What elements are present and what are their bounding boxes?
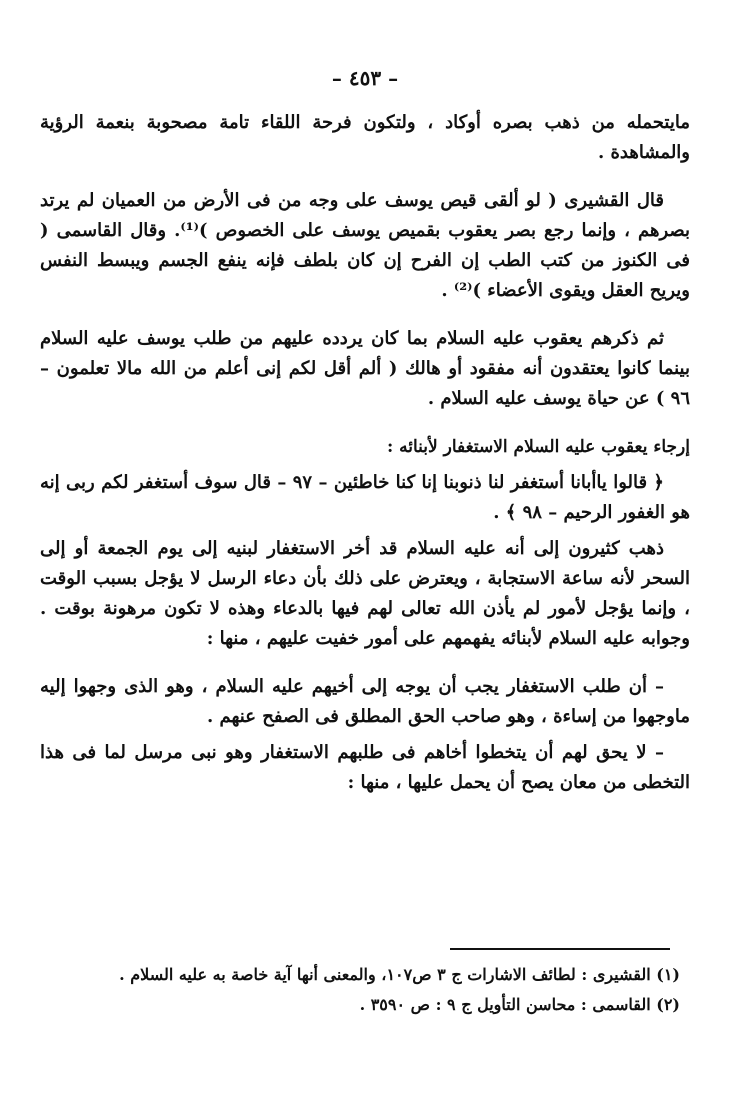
- point-second: – لا يحق لهم أن يتخطوا أخاهم فى طلبهم الاستغفار وهو نبى مرسل لما فى هذا التخطى من معان يصح أن يحمل عليها ، منها :: [40, 742, 690, 793]
- paragraph-reminder: ثم ذكرهم يعقوب عليه السلام بما كان يردده عليهم من طلب يوسف عليه السلام بينما كانوا يعتقدون أنه مفقود أو هالك ( ألم أقل لكم إنى أعلم من الله مالا تعلمون – ٩٦ ) عن حياة يوسف عليه السلام .: [40, 328, 690, 409]
- footnote-divider: [450, 948, 670, 950]
- paragraph-explanation: ذهب كثيرون إلى أنه عليه السلام قد أخر الاستغفار لبنيه إلى يوم الجمعة أو إلى السحر لأنه ساعة الاستجابة ، ويعترض على ذلك بأن دعاء الرسل لا يؤجل بسبب الوقت ، وإنما يؤجل لأمور لم يأذن الله تعالى لهم فيها بالدعاء وهذه لا تكون مرهونة بوقت . وجوابه عليه السلام لأبنائه يفهمهم على أمور خفيت عليهم ، منها :: [40, 538, 690, 649]
- paragraph-intro: مايتحمله من ذهب بصره أوكاد ، ولتكون فرحة اللقاء تامة مصحوبة بنعمة الرؤية والمشاهدة .: [40, 112, 690, 163]
- point-first: – أن طلب الاستغفار يجب أن يوجه إلى أخيهم عليه السلام ، وهو الذى وجهوا إليه ماوجهوا من إساءة ، وهو صاحب الحق المطلق فى الصفح عنهم .: [40, 676, 690, 727]
- body-text: [40, 108, 690, 804]
- quran-verse: ﴿ قالوا ياأبانا أستغفر لنا ذنوبنا إنا كنا خاطئين – ٩٧ – قال سوف أستغفر لكم ربى إنه هو الغفور الرحيم – ٩٨ ﴾ .: [40, 472, 690, 523]
- page-number: – ٤٥٣ –: [331, 66, 399, 90]
- footnotes: [40, 960, 680, 1020]
- footnote-1: (١) القشيرى : لطائف الاشارات ج ٣ ص١٠٧، والمعنى أنها آية خاصة به عليه السلام .: [119, 965, 680, 984]
- paragraph-quotes: قال القشيرى ( لو ألقى قيص يوسف على وجه من فى الأرض من العميان لم يرتد بصرهم ، وإنما رجع بصر يعقوب بقميص يوسف على الخصوص )⁽¹⁾. وقال القاسمى ( فى الكنوز من كتب الطب إن الفرح إن كان بلطف فإنه ينفع الجسم ويبسط النفس ويريح العقل ويقوى الأعضاء )⁽²⁾ .: [40, 190, 691, 301]
- footnote-2: (٢) القاسمى : محاسن التأويل ج ٩ : ص ٣٥٩٠ .: [359, 995, 680, 1014]
- section-heading: إرجاء يعقوب عليه السلام الاستغفار لأبنائه :: [386, 437, 690, 457]
